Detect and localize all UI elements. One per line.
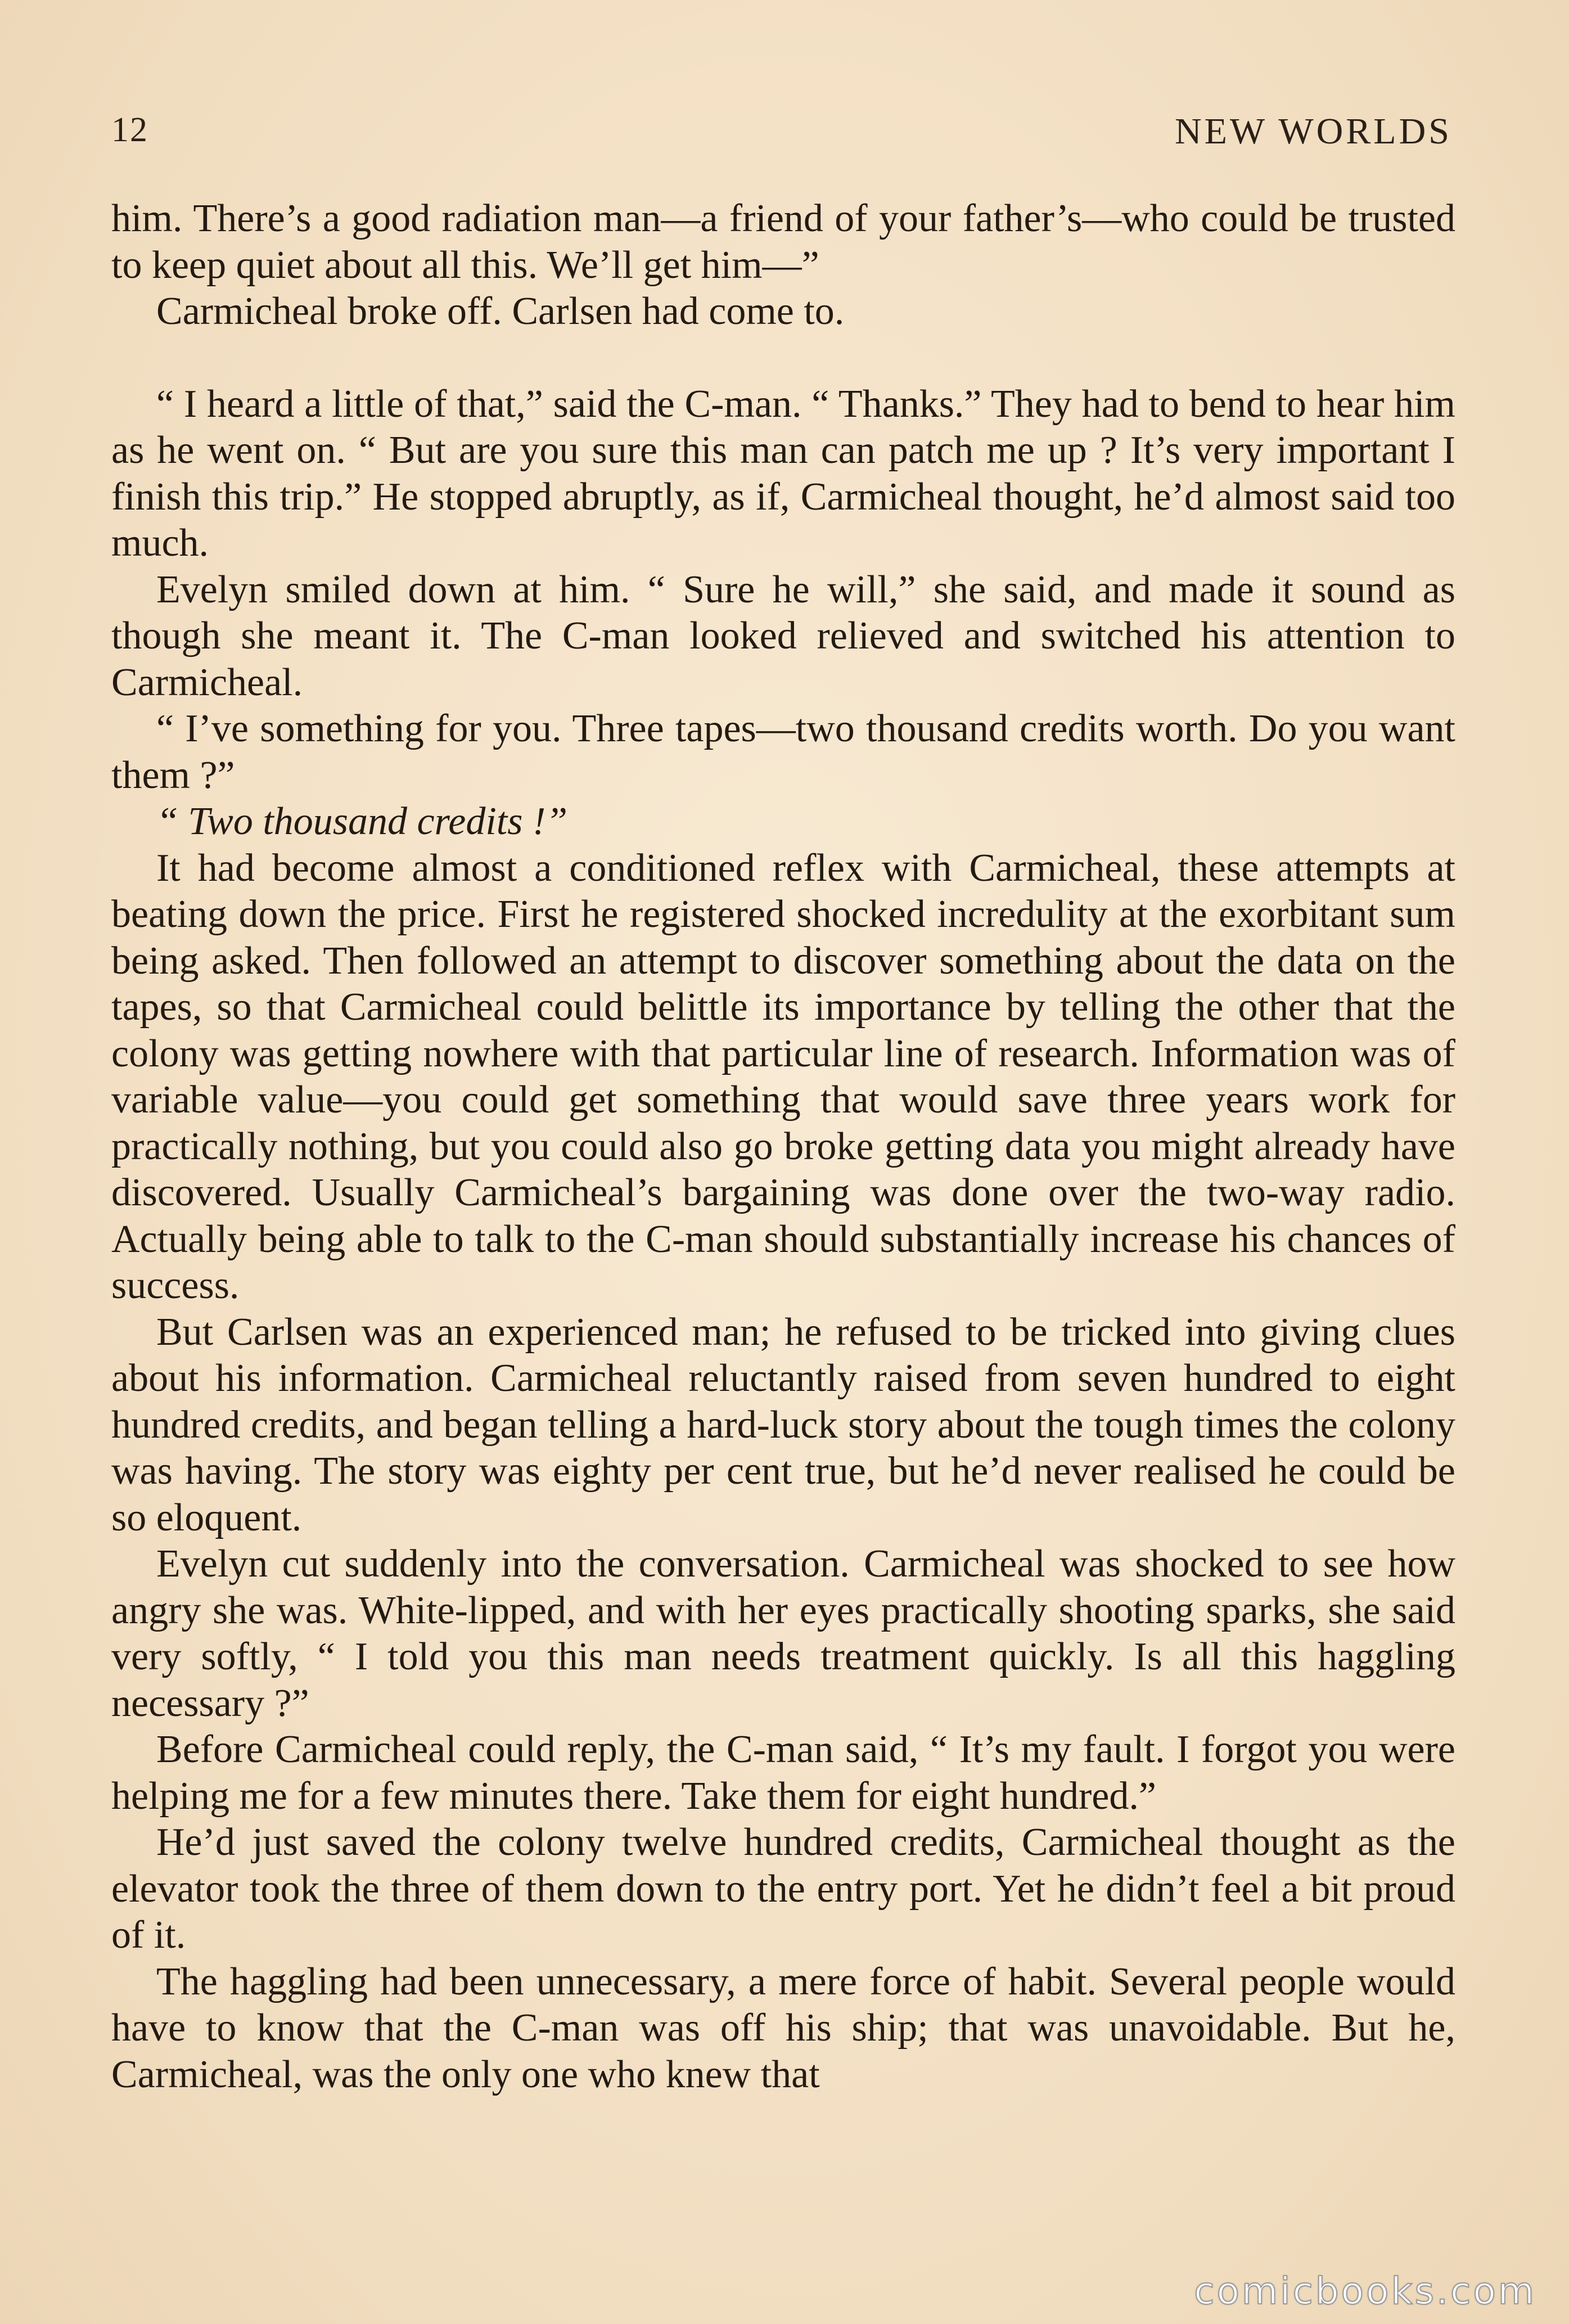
running-head: [111, 110, 1452, 155]
page-number: 12: [111, 111, 148, 149]
paragraph: The haggling had been unnecessary, a mere force of habit. Several people would have to know that the C-man was off his ship; that was unavoidable. But he, Carmicheal, was the only one who knew that: [111, 1960, 1455, 2096]
paragraph: “ I heard a little of that,” said the C-man. “ Thanks.” They had to bend to hear him as he went on. “ But are you sure this man can patch me up ? It’s very important I finish this trip.” He stopped abruptly, as if, Carmicheal thought, he’d almost said too much.: [111, 382, 1455, 565]
paragraph: Before Carmicheal could reply, the C-man said, “ It’s my fault. I forgot you were helping me for a few minutes there. Take them for eight hundred.”: [111, 1728, 1455, 1818]
paragraph: It had become almost a conditioned reflex with Carmicheal, these attempts at beating down the price. First he registered shocked incredulity at the exorbitant sum being asked. Then followed an attempt to discover something about the data on the tapes, so that Carmicheal could belittle its importance by telling the other that the colony was getting nowhere with that particular line of research. Information was of variable value—you could get something that would save three years work for practically nothing, but you could also go broke getting data you might already have discovered. Usually Carmicheal’s bargaining was done over the two-way radio. Actually being able to talk to the C-man should substantially increase his chances of success.: [111, 846, 1455, 1307]
paragraph: Evelyn cut suddenly into the conversation. Carmicheal was shocked to see how angry she was. White-lipped, and with her eyes practically shooting sparks, she said very softly, “ I told you this man needs treatment quickly. Is all this haggling necessary ?”: [111, 1542, 1455, 1725]
paragraph-italic: “ Two thousand credits !”: [156, 800, 568, 843]
paragraph: But Carlsen was an experienced man; he refused to be tricked into giving clues about his information. Carmicheal reluctantly raised from seven hundred to eight hundred credits, and began telling a hard-luck story about the tough times the colony was having. The story was eighty per cent true, but he’d never realised he could be so eloquent.: [111, 1310, 1455, 1539]
watermark: comicbooks.com: [1194, 2269, 1536, 2313]
paragraph: Evelyn smiled down at him. “ Sure he will,” she said, and made it sound as though she meant it. The C-man looked relieved and switched his attention to Carmicheal.: [111, 568, 1455, 704]
paragraph-continued: him. There’s a good radiation man—a friend of your father’s—who could be trusted to keep quiet about all this. We’ll get him—”: [111, 197, 1455, 287]
paragraph: “ I’ve something for you. Three tapes—two thousand credits worth. Do you want them ?”: [111, 707, 1455, 797]
paragraph: He’d just saved the colony twelve hundred credits, Carmicheal thought as the elevator took the three of them down to the entry port. Yet he didn’t feel a bit proud of it.: [111, 1821, 1455, 1957]
body-text: [111, 196, 1455, 2098]
journal-title: NEW WORLDS: [1174, 111, 1452, 152]
paragraph: Carmicheal broke off. Carlsen had come to.: [156, 290, 845, 333]
